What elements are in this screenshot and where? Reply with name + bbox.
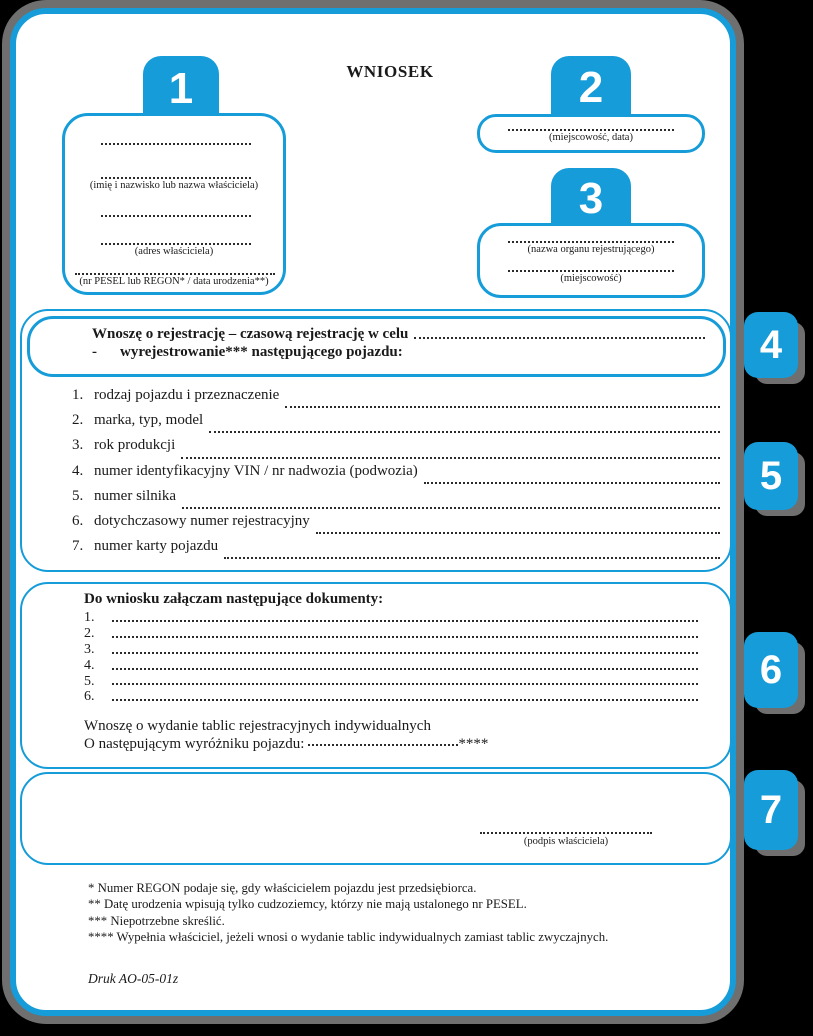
document-2-field[interactable] — [112, 636, 698, 638]
item-number: 4. — [84, 657, 95, 673]
vehicle-item-row — [72, 437, 720, 462]
item-number: 3. — [84, 641, 95, 657]
item-label: rodzaj pojazdu i przeznaczenie — [94, 387, 280, 403]
owner-box — [62, 113, 286, 295]
request-bullet: - — [92, 344, 97, 360]
footnotes — [88, 880, 718, 946]
vehicle-item-row — [72, 387, 720, 412]
item-number: 6. — [72, 512, 84, 529]
vehicle-item-row — [72, 538, 720, 563]
marker-tab-1: 1 — [143, 56, 219, 122]
vehicle-item-row — [72, 488, 720, 513]
footnote-3: *** Niepotrzebne skreślić. — [88, 913, 225, 928]
request-line2-label: wyrejestrowanie*** następującego pojazdu: — [120, 344, 403, 360]
request-box — [27, 316, 726, 377]
plates-request-line2 — [84, 736, 698, 753]
item-label: numer silnika — [94, 487, 177, 504]
marker-tab-7: 7 — [744, 770, 798, 850]
owner-address-field-line2[interactable] — [101, 243, 251, 245]
item-label: numer identyfikacyjny VIN / nr nadwozia (podwozia) — [94, 462, 418, 479]
item-label: dotychczasowy numer rejestracyjny — [94, 512, 310, 529]
request-purpose-field[interactable] — [414, 337, 705, 339]
form-title: WNIOSEK — [346, 62, 434, 81]
item-number: 5. — [72, 487, 84, 504]
item-number: 5. — [84, 673, 95, 689]
vehicle-regnumber-field[interactable] — [316, 532, 720, 534]
document-1-field[interactable] — [112, 620, 698, 622]
document-row — [84, 610, 698, 626]
authority-box — [477, 223, 705, 298]
footnote-2: ** Datę urodzenia wpisują tylko cudzoziemcy, którzy nie mają ustalonego nr PESEL. — [88, 897, 527, 912]
authority-name-field[interactable] — [508, 241, 674, 243]
vehicle-year-field[interactable] — [181, 457, 720, 459]
footnote-1: * Numer REGON podaje się, gdy właścicielem pojazdu jest przedsiębiorca. — [88, 881, 477, 895]
document-row — [84, 689, 698, 705]
document-3-field[interactable] — [112, 652, 698, 654]
item-number: 7. — [72, 538, 84, 555]
owner-id-caption: (nr PESEL lub REGON* / data urodzenia**) — [79, 276, 269, 287]
vehicle-data-list — [72, 387, 720, 563]
marker-tab-6: 6 — [744, 632, 798, 708]
signature-field[interactable] — [480, 832, 652, 834]
place-date-box — [477, 114, 705, 153]
request-line1-label: Wnoszę o rejestrację – czasową rejestrację w celu — [92, 326, 409, 342]
plates-line2-asterisks: **** — [458, 736, 489, 753]
item-number: 3. — [72, 437, 84, 454]
vehicle-card-field[interactable] — [224, 557, 720, 559]
item-label: rok produkcji — [94, 437, 176, 454]
authority-place-caption: (miejscowość) — [560, 273, 622, 284]
place-date-caption: (miejscowość, data) — [549, 132, 633, 143]
marker-tab-4: 4 — [744, 312, 798, 378]
owner-address-field-line1[interactable] — [101, 215, 251, 217]
document-4-field[interactable] — [112, 668, 698, 670]
documents-heading: Do wniosku załączam następujące dokumenty: — [84, 591, 384, 607]
document-row — [84, 674, 698, 690]
marker-tab-3: 3 — [551, 168, 631, 230]
footnote-4: **** Wypełnia właściciel, jeżeli wnosi o wydanie tablic indywidualnych zamiast tablic zwyczajnych. — [88, 930, 609, 945]
authority-name-caption: (nazwa organu rejestrującego) — [527, 244, 655, 255]
vehicle-engine-field[interactable] — [182, 507, 720, 509]
signature-box — [20, 772, 732, 865]
item-number: 2. — [72, 412, 84, 429]
form-code: Druk AO-05-01z — [88, 971, 179, 986]
document-5-field[interactable] — [112, 683, 698, 685]
authority-place-field[interactable] — [508, 270, 674, 272]
vehicle-item-row — [72, 412, 720, 437]
document-row — [84, 658, 698, 674]
item-number: 6. — [84, 689, 95, 705]
document-row — [84, 642, 698, 658]
vehicle-type-field[interactable] — [285, 406, 720, 408]
item-number: 4. — [72, 462, 84, 479]
item-label: numer karty pojazdu — [94, 538, 219, 555]
marker-tab-5: 5 — [744, 442, 798, 510]
signature-caption: (podpis właściciela) — [523, 836, 609, 847]
item-number: 1. — [72, 387, 84, 403]
item-label: marka, typ, model — [94, 412, 204, 429]
item-number: 2. — [84, 625, 95, 641]
vehicle-make-field[interactable] — [209, 431, 720, 433]
document-row — [84, 626, 698, 642]
item-number: 1. — [84, 610, 95, 625]
plates-request-line1: Wnoszę o wydanie tablic rejestracyjnych indywidualnych — [84, 718, 431, 735]
owner-name-field-line1[interactable] — [101, 143, 251, 145]
place-date-field[interactable] — [508, 129, 674, 131]
owner-name-field-line2[interactable] — [101, 177, 251, 179]
plates-identifier-field[interactable] — [308, 744, 458, 746]
document-6-field[interactable] — [112, 699, 698, 701]
owner-id-field[interactable] — [75, 273, 275, 275]
vehicle-vin-field[interactable] — [424, 482, 720, 484]
owner-address-caption: (adres właściciela) — [134, 246, 214, 257]
plates-line2-label: O następującym wyróżniku pojazdu: — [84, 736, 305, 753]
documents-box — [20, 582, 732, 769]
vehicle-item-row — [72, 513, 720, 538]
marker-tab-2: 2 — [551, 56, 631, 120]
vehicle-item-row — [72, 463, 720, 488]
owner-name-caption: (imię i nazwisko lub nazwa właściciela) — [89, 180, 259, 191]
